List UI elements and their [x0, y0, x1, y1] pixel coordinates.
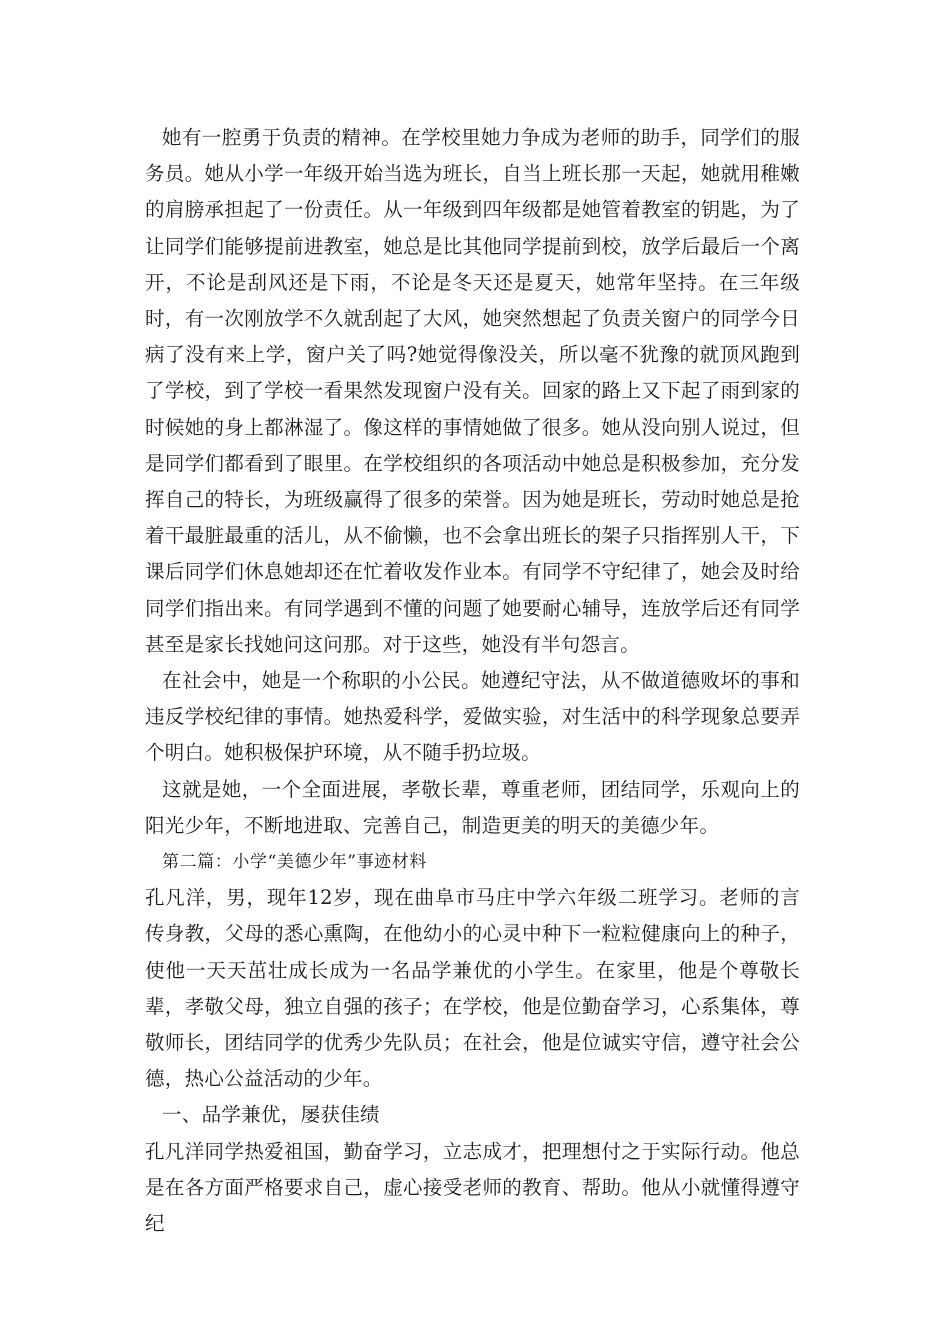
section-heading-part-two: 第二篇：小学“美德少年”事迹材料 [162, 852, 427, 873]
paragraph-introduction: 孔凡洋，男，现年12岁，现在曲阜市马庄中学六年级二班学习。老师的言传身教，父母的悉心熏陶，在他幼小的心灵中种下一粒粒健康向上的种子，使他一天天茁壮成长成为一名品学兼优的小学生。在家里，他是个尊敬长辈，孝敬父母，独立自强的孩子；在学校，他是位勤奋学习，心系集体，尊敬师长，团结同学的优秀少先队员；在社会，他是位诚实守信，遵守社会公德，热心公益活动的少年。 [145, 886, 800, 1091]
document-page [145, 120, 800, 1242]
paragraph-study: 孔凡洋同学热爱祖国，勤奋学习，立志成才，把理想付之于实际行动。他总是在各方面严格要求自己，虚心接受老师的教育、帮助。他从小就懂得遵守纪 [145, 1139, 800, 1236]
paragraph-summary: 这就是她，一个全面进展，孝敬长辈，尊重老师，团结同学，乐观向上的阳光少年，不断地进取、完善自己，制造更美的明天的美德少年。 [145, 777, 800, 837]
subheading-excellence: 一、品学兼优，屡获佳绩 [162, 1103, 380, 1127]
paragraph-citizen: 在社会中，她是一个称职的小公民。她遵纪守法，从不做道德败坏的事和违反学校纪律的事情。她热爱科学，爱做实验，对生活中的科学现象总要弄个明白。她积极保护环境，从不随手扔垃圾。 [145, 669, 800, 765]
paragraph-responsibility: 她有一腔勇于负责的精神。在学校里她力争成为老师的助手，同学们的服务员。她从小学一年级开始当选为班长，自当上班长那一天起，她就用稚嫩的肩膀承担起了一份责任。从一年级到四年级都是她管着教室的钥匙，为了让同学们能够提前进教室，她总是比其他同学提前到校，放学后最后一个离开，不论是刮风还是下雨，不论是冬天还是夏天，她常年坚持。在三年级时，有一次刚放学不久就刮起了大风，她突然想起了负责关窗户的同学今日病了没有来上学，窗户关了吗?她觉得像没关，所以毫不犹豫的就顶风跑到了学校，到了学校一看果然发现窗户没有关。回家的路上又下起了雨到家的时候她的身上都淋湿了。像这样的事情她做了很多。她从没向别人说过，但是同学们都看到了眼里。在学校组织的各项活动中她总是积极参加，充分发挥自己的特长，为班级赢得了很多的荣誉。因为她是班长，劳动时她总是抢着干最脏最重的活儿，从不偷懒，也不会拿出班长的架子只指挥别人干，下课后同学们休息她却还在忙着收发作业本。有同学不守纪律了，她会及时给同学们指出来。有同学遇到不懂的问题了她要耐心辅导，连放学后还有同学甚至是家长找她问这问那。对于这些，她没有半句怨言。 [145, 126, 800, 656]
